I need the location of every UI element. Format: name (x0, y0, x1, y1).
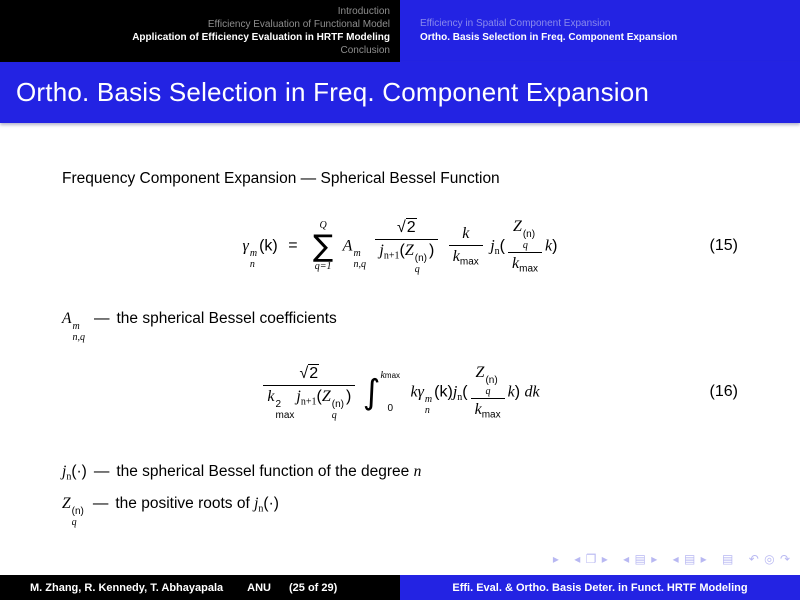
subsection-back-icon[interactable]: ◂ (672, 552, 679, 566)
math-token: j (490, 237, 495, 255)
math-token: γ (242, 237, 249, 255)
footer-short-title: Effi. Eval. & Ortho. Basis Deter. in Funct. HRTF Modeling (452, 581, 748, 594)
math-token: k (512, 254, 520, 272)
subsection-forward-icon[interactable]: ▸ (700, 552, 707, 566)
math-token: k (452, 247, 460, 265)
math-token: (·) (263, 495, 279, 512)
math-token: dk (524, 383, 540, 401)
math-token: q (331, 409, 337, 421)
math-token: Z (62, 495, 71, 512)
math-token: q (522, 239, 528, 251)
math-token: (n) (71, 505, 84, 517)
lower-limit: 0 (387, 403, 394, 415)
math-token: n (258, 503, 264, 515)
frame-back-icon[interactable]: ◂ (574, 552, 581, 566)
fraction (508, 216, 542, 277)
math-token: max (519, 263, 539, 274)
math-token: q (485, 385, 491, 397)
footer-page-count: (25 of 29) (288, 581, 338, 594)
math-token: (k) (434, 383, 453, 401)
subsection-link-spatial[interactable]: Efficiency in Spatial Component Expansion (420, 18, 611, 29)
math-token: ( (399, 242, 405, 259)
footer-authors: M. Zhang, R. Kennedy, T. Abhayapala (30, 581, 224, 594)
math-token: m (249, 247, 258, 259)
math-token: k (507, 383, 515, 401)
supsub (353, 248, 366, 270)
math-token: Q (319, 219, 327, 231)
math-token: k (545, 237, 553, 255)
math-token: k (267, 388, 275, 405)
header-sections (0, 0, 400, 62)
subsection-icon[interactable]: ▤ (683, 552, 696, 566)
navigation-bar (551, 552, 790, 566)
roots-definition-line (62, 495, 279, 528)
math-token: = (288, 237, 298, 255)
search-icon[interactable]: ◎ (764, 552, 775, 566)
forward-icon[interactable]: ↷ (779, 552, 790, 566)
section-link-conclusion[interactable]: Conclusion (340, 45, 390, 56)
math-token: max (275, 409, 295, 421)
math-token: (n) (414, 252, 427, 264)
section-link-efficiency-evaluation[interactable]: Efficiency Evaluation of Functional Model (207, 19, 390, 30)
bessel-function-definition-line (62, 463, 421, 483)
radical-sign: √ (299, 365, 309, 382)
section-link-introduction[interactable]: Introduction (337, 6, 390, 17)
math-token: Z (512, 218, 522, 235)
back-icon[interactable]: ↶ (748, 552, 759, 566)
em-dash: — (92, 495, 109, 512)
fraction (449, 223, 483, 270)
supsub (332, 399, 344, 421)
denominator (508, 252, 542, 277)
math-token: m (424, 393, 433, 405)
footer-authors-bar (0, 575, 400, 600)
math-token: n+1 (383, 250, 400, 262)
supsub (523, 229, 535, 251)
math-token: j (379, 242, 384, 259)
math-token: ( (499, 237, 505, 255)
footer-short-title-bar (400, 575, 800, 600)
fraction (471, 362, 505, 423)
math-token: m (353, 247, 361, 259)
definition-text: the spherical Bessel function of the degree (116, 463, 410, 480)
math-token: n (413, 463, 422, 480)
upper-limit (380, 370, 400, 381)
supsub (276, 399, 295, 421)
math-token: max (481, 409, 501, 420)
math-token: max (384, 371, 401, 381)
math-token: (n) (522, 228, 536, 240)
header-subsections (400, 0, 800, 62)
math-token: n (494, 245, 500, 257)
frame-icon[interactable]: ❐ (585, 552, 597, 566)
math-token: m (72, 320, 80, 332)
em-dash: — (93, 463, 110, 480)
math-token: (n) (331, 398, 344, 410)
denominator (375, 239, 438, 276)
frame-forward-icon[interactable]: ▸ (601, 552, 608, 566)
math-token: γ (417, 383, 424, 401)
equation-16 (0, 362, 800, 423)
definition-text: the positive roots of (115, 495, 250, 512)
section-forward-icon[interactable]: ▸ (651, 552, 658, 566)
math-token: (n) (485, 374, 498, 386)
coefficients-definition-line (62, 310, 337, 343)
math-token: n (66, 471, 72, 483)
section-icon[interactable]: ▤ (634, 552, 646, 566)
denominator (471, 398, 505, 423)
supsub (72, 321, 85, 343)
math-token: A (342, 237, 353, 255)
denominator (263, 385, 355, 422)
sum-operator: ∑ (313, 228, 334, 264)
section-link-application-current[interactable]: Application of Efficiency Evaluation in HRTF Modeling (132, 32, 390, 43)
header (0, 0, 800, 62)
frame-title-bar (0, 62, 800, 123)
math-token: 2 (309, 365, 319, 382)
supsub (485, 375, 497, 397)
math-token: Z (404, 242, 414, 259)
math-token: 2 (275, 398, 282, 410)
math-token: n (457, 391, 463, 403)
math-token: k (462, 224, 470, 242)
math-token: A (62, 310, 72, 327)
math-token: k (380, 370, 385, 382)
math-token: ( (316, 388, 322, 405)
fraction (375, 217, 438, 276)
math-token: q=1 (314, 261, 332, 272)
summation (313, 221, 333, 273)
definition-text: the spherical Bessel coefficients (116, 310, 337, 327)
math-token: max (459, 256, 479, 268)
intro-line (62, 170, 500, 188)
equation-number: (16) (709, 383, 738, 401)
fraction (263, 363, 355, 422)
integral-limits (380, 370, 400, 414)
supsub (250, 248, 257, 270)
math-token: j (296, 388, 301, 405)
subsection-link-ortho-basis-current[interactable]: Ortho. Basis Selection in Freq. Component Expansion (420, 32, 678, 43)
math-token: k (474, 400, 482, 418)
supsub (425, 394, 432, 416)
math-token: ) (428, 242, 435, 259)
math-token: ) (345, 388, 352, 405)
math-token: n,q (353, 258, 366, 270)
numerator (393, 217, 421, 239)
numerator (509, 216, 541, 252)
supsub (72, 506, 84, 528)
numerator (472, 362, 504, 398)
radical-sign: √ (397, 219, 406, 236)
footer-institute: ANU (247, 581, 271, 594)
equation-15 (0, 216, 800, 277)
equation-number: (15) (709, 237, 738, 255)
math-token: q (414, 263, 420, 275)
integral-sign: ∫ (362, 372, 381, 413)
math-token: j (254, 495, 259, 512)
footer (0, 575, 800, 600)
math-token: (k) (259, 237, 278, 255)
supsub (415, 253, 427, 275)
numerator (296, 363, 324, 385)
math-token: ) (514, 383, 521, 401)
math-token: n (249, 258, 255, 270)
math-token: ( (462, 383, 468, 401)
math-token: q (71, 516, 77, 528)
math-token: Z (475, 364, 485, 381)
math-token: n,q (72, 331, 85, 343)
math-token: j (62, 463, 67, 480)
denominator (449, 245, 483, 270)
math-token: Z (321, 388, 331, 405)
em-dash: — (93, 310, 110, 327)
math-token: (·) (71, 463, 87, 480)
appendix-icon[interactable]: ▤ (722, 552, 734, 566)
math-token: ) (552, 237, 558, 255)
intro-text: Frequency Component Expansion — Spherical Bessel Function (62, 170, 500, 187)
math-token: n (424, 404, 430, 416)
math-token: j (452, 383, 458, 401)
section-back-icon[interactable]: ◂ (623, 552, 630, 566)
math-token: 2 (406, 219, 416, 236)
slide-forward-icon[interactable]: ▸ (552, 552, 559, 566)
math-token: k (410, 383, 418, 401)
math-token: n+1 (300, 396, 317, 408)
frame-title: Ortho. Basis Selection in Freq. Component Expansion (16, 77, 650, 107)
